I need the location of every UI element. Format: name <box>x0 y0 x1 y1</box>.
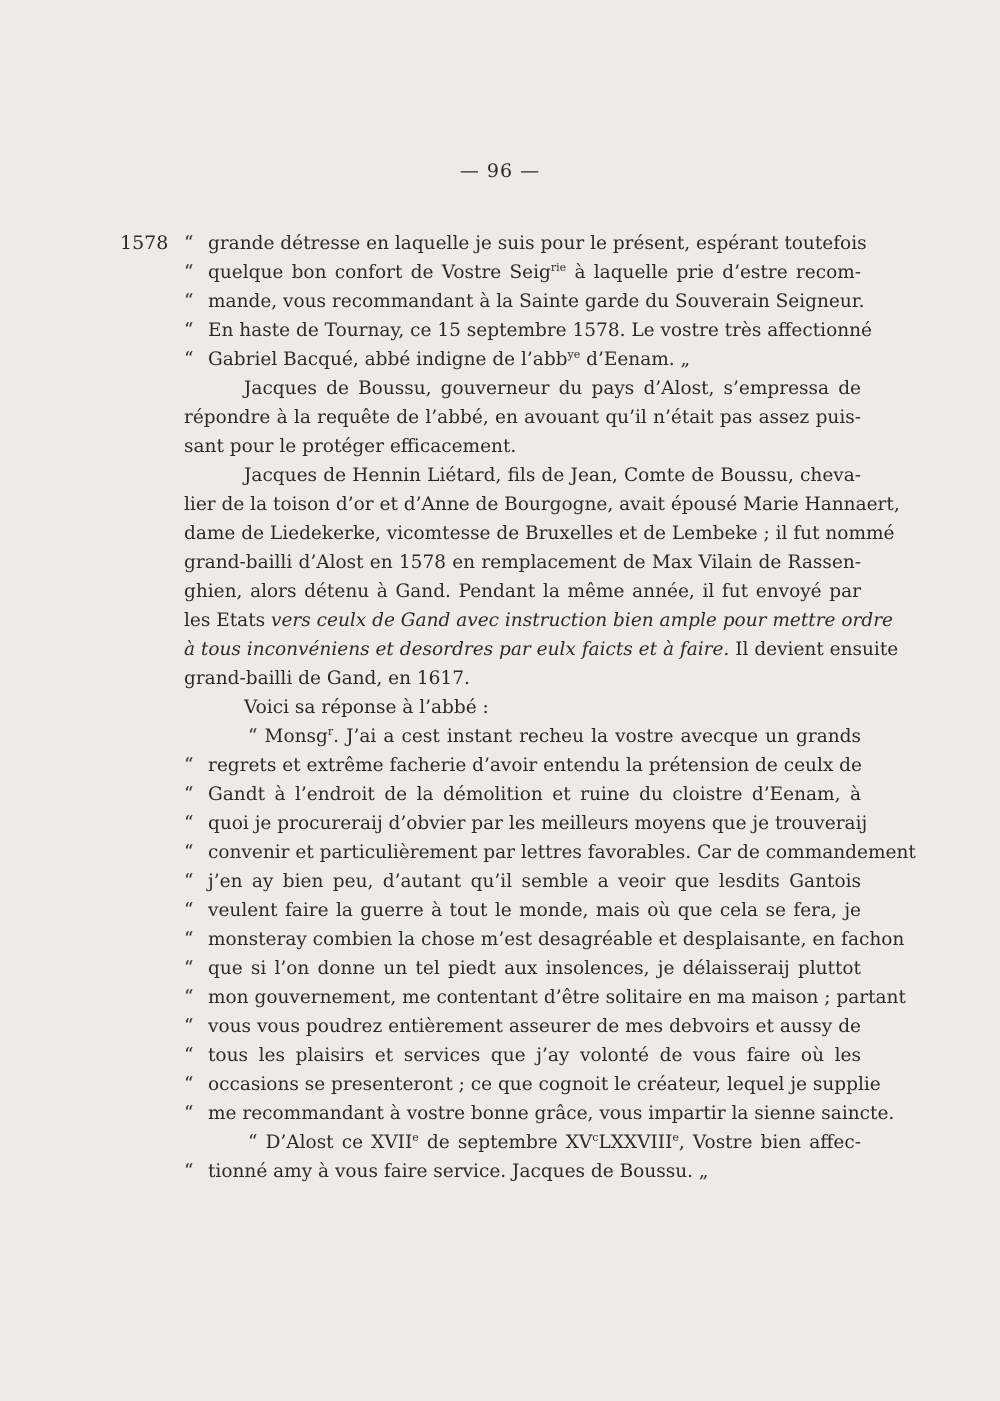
text-span: me recommandant à vostre bonne grâce, vous impartir la sienne saincte. <box>208 1103 895 1124</box>
text-span: monsteray combien la chose m’est desagréable et desplaisante, en fachon <box>208 929 905 950</box>
superscript: c <box>592 1131 599 1144</box>
text-line <box>184 954 861 983</box>
text-span: Il devient ensuite <box>729 639 899 660</box>
page-number: — 96 — <box>459 160 541 182</box>
text-line <box>184 1157 861 1186</box>
text-line <box>184 1041 861 1070</box>
text-line: grand-bailli de Gand, en 1617. <box>184 668 470 689</box>
text-line <box>184 867 861 896</box>
text-span: grande détresse en laquelle je suis pour le présent, espérant toutefois <box>208 233 867 254</box>
quote-mark: “ <box>184 987 194 1008</box>
text-span: j’en ay bien peu, d’autant qu’il semble a veoir que lesdits Gantois <box>208 871 861 892</box>
text-line <box>184 606 893 635</box>
text-span: convenir et particulièrement par lettres favorables. Car de commandement <box>208 842 916 863</box>
italic-text: à tous inconvéniens et desordres par eulx faicts et à faire. <box>184 639 730 660</box>
text-span: de septembre XV <box>418 1132 593 1153</box>
quote-mark: “ <box>184 1016 194 1037</box>
text-span: En haste de Tournay, ce 15 septembre 1578. Le vostre très affectionné <box>208 320 873 341</box>
quote-mark: “ <box>184 842 194 863</box>
text-line <box>184 780 861 809</box>
text-line <box>184 635 899 664</box>
quote-mark: “ <box>184 929 194 950</box>
margin-year: 1578 <box>120 232 169 254</box>
italic-text: vers ceulx de Gand avec instruction bien ample pour mettre ordre <box>271 610 893 631</box>
text-line <box>184 983 906 1012</box>
text-span: “ D’Alost ce XVII <box>248 1132 413 1153</box>
text-line: dame de Liedekerke, vicomtesse de Bruxelles et de Lembeke ; il fut nommé <box>184 523 895 544</box>
text-line <box>184 1012 861 1041</box>
text-line <box>184 809 868 838</box>
text-span: tionné amy à vous faire service. Jacques de Boussu. „ <box>208 1161 709 1182</box>
superscript: e <box>412 1131 419 1144</box>
text-line <box>184 1099 895 1128</box>
quote-mark: “ <box>184 291 194 312</box>
quote-mark: “ <box>184 1074 194 1095</box>
quote-mark: “ <box>184 349 194 370</box>
text-span: tous les plaisirs et services que j’ay volonté de vous faire où les <box>208 1045 861 1066</box>
text-line <box>184 1070 881 1099</box>
text-span: . J’ai a cest instant recheu la vostre avecque un grands <box>333 726 861 747</box>
text-span: vous vous poudrez entièrement asseurer de mes debvoirs et aussy de <box>208 1016 861 1037</box>
text-line <box>184 316 873 345</box>
quote-mark: “ <box>184 262 194 283</box>
text-line <box>184 229 867 258</box>
text-span: quoi je procureraij d’obvier par les meilleurs moyens que je trouveraij <box>208 813 868 834</box>
text-line: Jacques de Hennin Liétard, fils de Jean, Comte de Boussu, cheva- <box>244 465 861 486</box>
quote-mark: “ <box>184 958 194 979</box>
text-span: d’Eenam. „ <box>580 349 691 370</box>
quote-mark: “ <box>184 233 194 254</box>
text-span: , Vostre bien affec- <box>678 1132 861 1153</box>
text-span: “ Monsg <box>248 726 328 747</box>
quote-mark: “ <box>184 900 194 921</box>
text-line <box>184 896 861 925</box>
text-line: ghien, alors détenu à Gand. Pendant la même année, il fut envoyé par <box>184 581 861 602</box>
superscript: ye <box>567 348 581 361</box>
quote-mark: “ <box>184 1045 194 1066</box>
text-span: Gandt à l’endroit de la démolition et ruine du cloistre d’Eenam, à <box>208 784 861 805</box>
text-line: grand-bailli d’Alost en 1578 en remplacement de Max Vilain de Rassen- <box>184 552 861 573</box>
text-span: quelque bon confort de Vostre Seig <box>208 262 551 283</box>
quote-mark: “ <box>184 784 194 805</box>
text-line: Voici sa réponse à l’abbé : <box>244 697 489 718</box>
text-line <box>248 1128 861 1157</box>
text-span: mande, vous recommandant à la Sainte garde du Souverain Seigneur. <box>208 291 865 312</box>
quote-mark: “ <box>184 1161 194 1182</box>
text-span: à laquelle prie d’estre recom- <box>566 262 861 283</box>
text-span: LXXVIII <box>598 1132 673 1153</box>
text-line <box>184 925 905 954</box>
quote-mark: “ <box>184 755 194 776</box>
superscript: r <box>327 725 334 738</box>
text-span: mon gouvernement, me contentant d’être solitaire en ma maison ; partant <box>208 987 906 1008</box>
text-line <box>248 722 861 751</box>
text-line: lier de la toison d’or et d’Anne de Bourgogne, avait épousé Marie Hannaert, <box>184 494 900 515</box>
quote-mark: “ <box>184 320 194 341</box>
text-line <box>184 345 861 374</box>
text-line: sant pour le protéger efficacement. <box>184 436 517 457</box>
quote-mark: “ <box>184 1103 194 1124</box>
superscript: e <box>672 1131 679 1144</box>
text-line <box>184 287 865 316</box>
text-line: répondre à la requête de l’abbé, en avouant qu’il n’était pas assez puis- <box>184 407 861 428</box>
text-line <box>184 838 916 867</box>
text-span: Gabriel Bacqué, abbé indigne de l’abb <box>208 349 568 370</box>
text-line <box>184 258 861 287</box>
text-span: les Etats <box>184 610 272 631</box>
text-span: occasions se presenteront ; ce que cognoit le créateur, lequel je supplie <box>208 1074 881 1095</box>
text-line: Jacques de Boussu, gouverneur du pays d’Alost, s’empressa de <box>244 378 861 399</box>
quote-mark: “ <box>184 871 194 892</box>
quote-mark: “ <box>184 813 194 834</box>
text-span: regrets et extrême facherie d’avoir entendu la prétension de ceulx de <box>208 755 862 776</box>
text-span: que si l’on donne un tel piedt aux insolences, je délaisseraij pluttot <box>208 958 861 979</box>
superscript: rie <box>550 261 567 274</box>
text-span: veulent faire la guerre à tout le monde, mais où que cela se fera, je <box>208 900 861 921</box>
text-line <box>184 751 861 780</box>
